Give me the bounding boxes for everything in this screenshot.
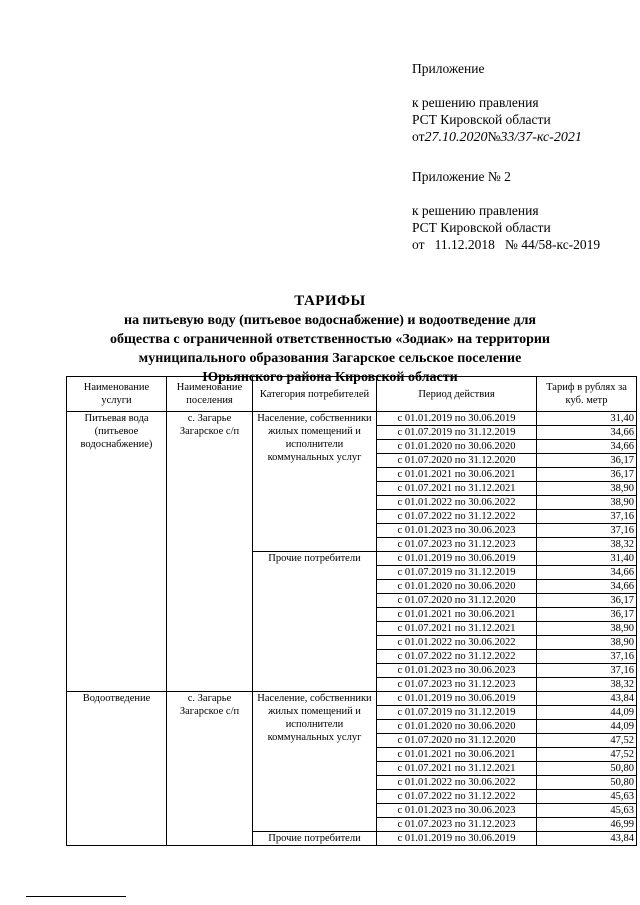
- tariffs-table: [66, 376, 637, 846]
- period-cell: с 01.01.2019 по 30.06.2019: [377, 692, 537, 706]
- tariff-cell: 34,66: [537, 426, 637, 440]
- tariff-cell: 43,84: [537, 832, 637, 846]
- period-cell: с 01.01.2021 по 30.06.2021: [377, 608, 537, 622]
- column-header: Наименование услуги: [67, 377, 167, 412]
- tariff-cell: 38,90: [537, 496, 637, 510]
- period-cell: с 01.01.2019 по 30.06.2019: [377, 552, 537, 566]
- period-cell: с 01.01.2023 по 30.06.2023: [377, 664, 537, 678]
- tariff-cell: 50,80: [537, 776, 637, 790]
- consumer-category-cell: Население, собственники жилых помещений и исполнители коммунальных услуг: [253, 692, 377, 832]
- appendix-1-line1: к решению правления: [412, 95, 539, 110]
- tariff-cell: 36,17: [537, 594, 637, 608]
- period-cell: с 01.01.2022 по 30.06.2022: [377, 636, 537, 650]
- tariff-cell: 45,63: [537, 804, 637, 818]
- title-line1: на питьевую воду (питьевое водоснабжение) и водоотведение для: [124, 313, 536, 328]
- period-cell: с 01.01.2020 по 30.06.2020: [377, 440, 537, 454]
- column-header: Наименование поселения: [167, 377, 253, 412]
- period-cell: с 01.07.2023 по 31.12.2023: [377, 678, 537, 692]
- period-cell: с 01.07.2021 по 31.12.2021: [377, 622, 537, 636]
- column-header: Тариф в рублях за куб. метр: [537, 377, 637, 412]
- tariff-cell: 38,90: [537, 482, 637, 496]
- period-cell: с 01.01.2022 по 30.06.2022: [377, 496, 537, 510]
- tariff-cell: 34,66: [537, 440, 637, 454]
- period-cell: с 01.07.2023 по 31.12.2023: [377, 538, 537, 552]
- period-cell: с 01.01.2021 по 30.06.2021: [377, 468, 537, 482]
- title-line3: муниципального образования Загарское сельское поселение: [138, 351, 522, 366]
- service-name-cell: Питьевая вода (питьевое водоснабжение): [67, 412, 167, 692]
- footer-divider: [26, 896, 126, 897]
- period-cell: с 01.07.2019 по 31.12.2019: [377, 706, 537, 720]
- consumer-category-cell: Прочие потребители: [253, 832, 377, 846]
- appendix-1-line3: [412, 128, 582, 146]
- tariff-cell: 47,52: [537, 748, 637, 762]
- period-cell: с 01.07.2020 по 31.12.2020: [377, 734, 537, 748]
- table-body: [67, 412, 637, 846]
- tariff-cell: 37,16: [537, 664, 637, 678]
- appendix-1-title: Приложение: [412, 61, 485, 76]
- period-cell: с 01.07.2022 по 31.12.2022: [377, 510, 537, 524]
- tariff-cell: 37,16: [537, 650, 637, 664]
- column-header: Категория потребителей: [253, 377, 377, 412]
- tariff-cell: 47,52: [537, 734, 637, 748]
- appendix-2-line1: к решению правления: [412, 203, 539, 218]
- period-cell: с 01.07.2019 по 31.12.2019: [377, 426, 537, 440]
- title-heading: ТАРИФЫ: [294, 293, 366, 309]
- number-sign: №: [487, 129, 501, 144]
- period-cell: с 01.01.2019 по 30.06.2019: [377, 832, 537, 846]
- period-cell: с 01.01.2020 по 30.06.2020: [377, 580, 537, 594]
- tariff-cell: 36,17: [537, 608, 637, 622]
- appendix-2-line3: от 11.12.2018 № 44/58-кс-2019: [412, 237, 601, 252]
- tariff-cell: 38,90: [537, 636, 637, 650]
- tariff-cell: 31,40: [537, 412, 637, 426]
- tariff-cell: 50,80: [537, 762, 637, 776]
- period-cell: с 01.07.2019 по 31.12.2019: [377, 566, 537, 580]
- tariff-cell: 31,40: [537, 552, 637, 566]
- handwritten-date: 27.10.2020: [424, 130, 488, 145]
- tariff-cell: 37,16: [537, 510, 637, 524]
- document-title: [60, 292, 600, 387]
- table-row: [67, 412, 637, 426]
- period-cell: с 01.07.2021 по 31.12.2021: [377, 762, 537, 776]
- period-cell: с 01.01.2023 по 30.06.2023: [377, 804, 537, 818]
- period-cell: с 01.01.2022 по 30.06.2022: [377, 776, 537, 790]
- settlement-cell: с. Загарье Загарское с/п: [167, 412, 253, 692]
- tariff-cell: 36,17: [537, 468, 637, 482]
- period-cell: с 01.07.2022 по 31.12.2022: [377, 650, 537, 664]
- period-cell: с 01.07.2022 по 31.12.2022: [377, 790, 537, 804]
- period-cell: с 01.01.2023 по 30.06.2023: [377, 524, 537, 538]
- appendix-1-line2: РСТ Кировской области: [412, 112, 551, 127]
- tariff-cell: 34,66: [537, 580, 637, 594]
- period-cell: с 01.01.2020 по 30.06.2020: [377, 720, 537, 734]
- period-cell: с 01.07.2020 по 31.12.2020: [377, 594, 537, 608]
- consumer-category-cell: Население, собственники жилых помещений и исполнители коммунальных услуг: [253, 412, 377, 552]
- appendix-1-header: [412, 60, 582, 146]
- title-line4: Юрьянского района Кировской области: [202, 370, 458, 385]
- settlement-cell: с. Загарье Загарское с/п: [167, 692, 253, 846]
- period-cell: с 01.07.2021 по 31.12.2021: [377, 482, 537, 496]
- column-header: Период действия: [377, 377, 537, 412]
- tariff-cell: 38,32: [537, 678, 637, 692]
- period-cell: с 01.01.2019 по 30.06.2019: [377, 412, 537, 426]
- tariff-cell: 44,09: [537, 706, 637, 720]
- consumer-category-cell: Прочие потребители: [253, 552, 377, 692]
- period-cell: с 01.07.2020 по 31.12.2020: [377, 454, 537, 468]
- tariff-cell: 46,99: [537, 818, 637, 832]
- appendix-1-prefix: от: [412, 129, 425, 144]
- period-cell: с 01.07.2023 по 31.12.2023: [377, 818, 537, 832]
- tariff-cell: 37,16: [537, 524, 637, 538]
- tariff-cell: 44,09: [537, 720, 637, 734]
- appendix-2-header: [412, 168, 600, 253]
- tariff-cell: 45,63: [537, 790, 637, 804]
- appendix-2-title: Приложение № 2: [412, 169, 511, 184]
- appendix-2-line2: РСТ Кировской области: [412, 220, 551, 235]
- tariff-cell: 34,66: [537, 566, 637, 580]
- table-row: [67, 692, 637, 706]
- tariff-cell: 43,84: [537, 692, 637, 706]
- title-line2: общества с ограниченной ответственностью «Зодиак» на территории: [110, 332, 550, 347]
- tariff-cell: 38,90: [537, 622, 637, 636]
- table-header-row: [67, 377, 637, 412]
- service-name-cell: Водоотведение: [67, 692, 167, 846]
- period-cell: с 01.01.2021 по 30.06.2021: [377, 748, 537, 762]
- tariff-cell: 38,32: [537, 538, 637, 552]
- handwritten-number: 33/37-кс-2021: [500, 130, 582, 145]
- tariff-cell: 36,17: [537, 454, 637, 468]
